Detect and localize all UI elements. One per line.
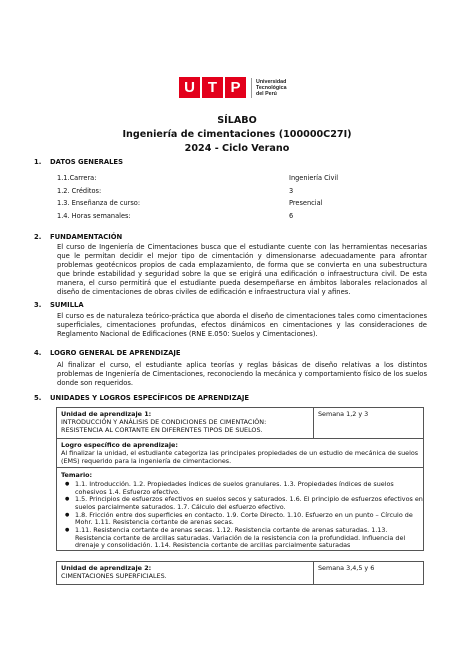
unit-1-weeks: Semana 1,2 y 3 (318, 410, 369, 418)
general-data-value: 6 (289, 212, 294, 220)
unit-2-weeks-cell (313, 561, 424, 585)
fundamentacion-text: El curso de Ingeniería de Cimentaciones busca que el estudiante cuente con las herramientas necesarias que le permitan decidir el mejor tipo de cimentación y dimensionarse adecuadamente para afrontar problemas geotécnicos propios de cada emplazamiento, de forma que se convierta en una subestructura que brinde estabilidad y seguridad sobre la que se erigirá una edificación o infraestructura civil. De esta manera, el curso permitirá que el estudiante pueda desempeñarse en ámbitos laborales relacionados al diseño de cimentaciones de obras civiles de edificación e infraestructura vial y afines. (57, 243, 427, 296)
general-data-label: 1.3. Enseñanza de curso: (57, 199, 141, 207)
term-title: 2024 - Ciclo Verano (184, 143, 290, 154)
section-3-heading: 3. SUMILLA (34, 301, 84, 309)
section-2-heading: 2. FUNDAMENTACIÓN (34, 233, 123, 241)
general-data-label: 1.4. Horas semanales: (57, 212, 131, 220)
temario-list (57, 481, 423, 550)
logro-general-text: Al finalizar el curso, el estudiante aplica teorías y reglas básicas de diseño relativas a los distintos problemas de Ingeniería de Cimentaciones, reconociendo la mecánica y comportamiento físico de los suelos donde son requeridos. (57, 361, 427, 387)
section-5-heading: 5. UNIDADES Y LOGROS ESPECÍFICOS DE APRENDIZAJE (34, 394, 250, 402)
unit-1-logro-cell: Logro específico de aprendizaje: Al finalizar la unidad, el estudiante categoriza las principales propiedades de un estudio de mecánica de suelos (EMS) requerido para la ingeniería de cimentaciones. (56, 438, 424, 468)
logo-divider (251, 78, 252, 98)
general-data-value: Ingeniería Civil (289, 174, 339, 182)
logo-letter-u: U (179, 77, 200, 98)
logo-university-name: Universidad Tecnológica del Perú (256, 78, 287, 97)
logo-letter-p: P (225, 77, 246, 98)
unit-2-name: CIMENTACIONES SUPERFICIALES. (61, 571, 167, 580)
unit-1-name: INTRODUCCIÓN Y ANÁLISIS DE CONDICIONES DE CIMENTACIÓN: RESISTENCIA AL CORTANTE EN DIFERENTES TIPOS DE SUELOS. (61, 417, 267, 434)
document-title: SÍLABO (217, 115, 257, 126)
utp-logo (179, 77, 287, 98)
unit-2-name-cell: Unidad de aprendizaje 2: CIMENTACIONES SUPERFICIALES. (56, 561, 314, 585)
general-data-label: 1.1.Carrera: (57, 174, 97, 182)
temario-item: ● 1.5. Principios de esfuerzos efectivos en suelos secos y saturados. 1.6. El principio de esfuerzos efectivos en suelos parcialmente saturados. 1.7. Cálculo del esfuerzo efectivo. (69, 496, 423, 511)
sumilla-text: El curso es de naturaleza teórico-práctica que aborda el diseño de cimentaciones tales como cimentaciones superficiales, cimentaciones profundas, efectos dinámicos en cimentaciones y las consideraciones de Reglamento Nacional de Edificaciones (RNE E.050: Suelos y Cimentaciones). (57, 312, 427, 338)
unit-1-logro-text: Al finalizar la unidad, el estudiante categoriza las principales propiedades de un estudio de mecánica de suelos (EMS) requerido para la ingeniería de cimentaciones. (61, 448, 419, 465)
general-data-label: 1.2. Créditos: (57, 187, 102, 195)
general-data-value: Presencial (289, 199, 323, 207)
temario-item: ● 1.11. Resistencia cortante de arenas secas. 1.12. Resistencia cortante de arenas saturadas. 1.13. Resistencia cortante de arcillas saturadas. Variación de la resistencia con la profundidad. Influencia del drenaje y consolidación. 1.14. Resistencia cortante de arcillas parcialmente saturadas (69, 527, 423, 550)
temario-item: ● 1.8. Fricción entre dos superficies en contacto. 1.9. Corte Directo. 1.10. Esfuerzo en un punto – Círculo de Mohr. 1.11. Resistencia cortante de arenas secas. (69, 512, 423, 527)
unit-1-temario-cell: Temario: ● 1.1. Introducción. 1.2. Propiedades índices de suelos granulares. 1.3. Propiedades índices de suelos cohesivos 1.4. Esfuerzo efectivo. ● 1.5. Principios de esfuerzos efectivos en suelos secos y saturados. 1.6. El principio de esfuerzos efectivos en suelos parcialmente saturados. 1.7. Cálculo del esfuerzo efectivo. ● 1.8. Fricción entre dos superficies en contacto. 1.9. Corte Directo. 1.10. Esfuerzo en un punto – Círculo de Mohr. 1.11. Resistencia cortante de arenas secas. ● 1.11. Resistencia cortante de arenas secas. 1.12. Resistencia cortante de arenas saturadas. 1.13. Resistencia cortante de arcillas saturadas. Variación de la resistencia con la profundidad. Influencia del drenaje y consolidación. 1.14. Resistencia cortante de arcillas parcialmente saturadas (56, 467, 424, 551)
section-4-heading: 4. LOGRO GENERAL DE APRENDIZAJE (34, 349, 181, 357)
unit-1-name-cell: Unidad de aprendizaje 1: INTRODUCCIÓN Y ANÁLISIS DE CONDICIONES DE CIMENTACIÓN: RESISTENCIA AL CORTANTE EN DIFERENTES TIPOS DE SUELOS. (56, 407, 314, 439)
section-1-heading: 1. DATOS GENERALES (34, 158, 123, 166)
general-data-value: 3 (289, 187, 294, 195)
unit-1-weeks-cell (313, 407, 424, 439)
course-title: Ingeniería de cimentaciones (100000C27I) (122, 129, 352, 140)
logo-letter-t: T (202, 77, 223, 98)
unit-2-weeks: Semana 3,4,5 y 6 (318, 564, 375, 572)
temario-item: ● 1.1. Introducción. 1.2. Propiedades índices de suelos granulares. 1.3. Propiedades índices de suelos cohesivos 1.4. Esfuerzo efectivo. (69, 481, 423, 496)
